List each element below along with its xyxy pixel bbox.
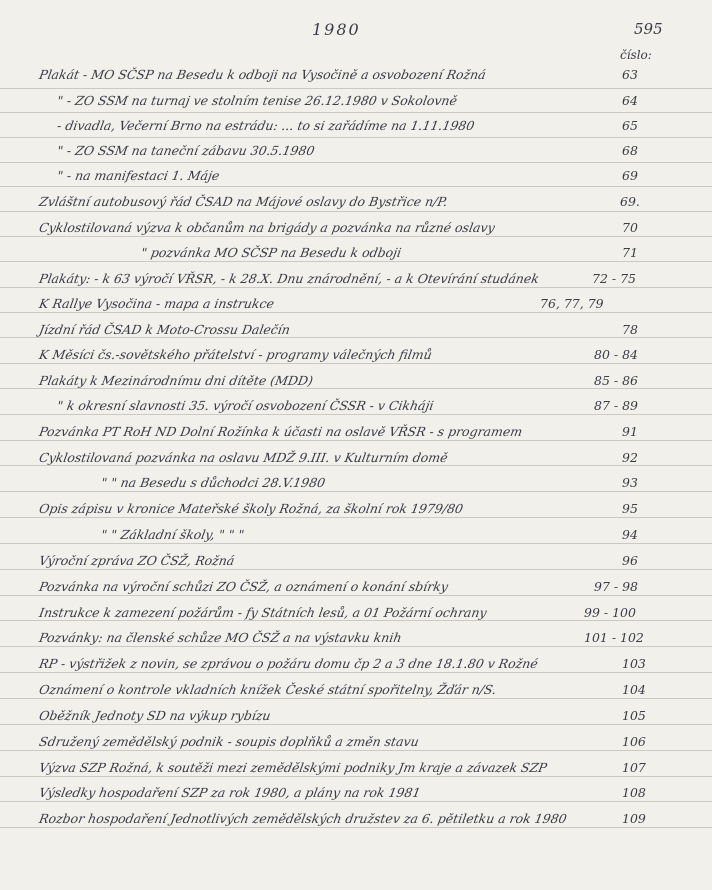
entry-number: 108 bbox=[622, 785, 646, 800]
entry-number: 99 - 100 bbox=[584, 605, 636, 620]
ruled-line bbox=[0, 517, 712, 518]
entry-number: 64 bbox=[622, 93, 638, 108]
entry-number: 106 bbox=[622, 734, 646, 749]
entry-number: 71 bbox=[622, 245, 638, 260]
entry-text: Sdružený zemědělský podnik - soupis doplňků a změn stavu bbox=[38, 734, 421, 749]
entry-text: Cyklostilovaná výzva k občanům na brigády a pozvánka na různé oslavy bbox=[38, 220, 497, 235]
ruled-line bbox=[0, 724, 712, 725]
ruled-line bbox=[0, 646, 712, 647]
entry-number: 95 bbox=[622, 501, 638, 516]
entry-text: Oznámení o kontrole vkladních knížek České státní spořitelny, Žďár n/S. bbox=[38, 682, 498, 697]
ruled-line bbox=[0, 112, 712, 113]
ruled-line bbox=[0, 211, 712, 212]
entry-number: 85 - 86 bbox=[594, 373, 638, 388]
ruled-line bbox=[0, 672, 712, 673]
entry-text: Cyklostilovaná pozvánka na oslavu MDŽ 9.III. v Kulturním domě bbox=[38, 450, 449, 465]
ruled-line bbox=[0, 186, 712, 187]
entry-text: Pozvánka PT RoH ND Dolní Rožínka k účasti na oslavě VŘSR - s programem bbox=[38, 424, 524, 439]
entry-text: Opis zápisu v kronice Mateřské školy Rožná, za školní rok 1979/80 bbox=[38, 501, 465, 516]
ruled-line bbox=[0, 698, 712, 699]
entry-number: 104 bbox=[622, 682, 646, 697]
entry-number: 69. bbox=[620, 194, 640, 209]
entry-number: 72 - 75 bbox=[592, 271, 636, 286]
ruled-line bbox=[0, 465, 712, 466]
entry-text: " pozvánka MO SČSP na Besedu k odboji bbox=[140, 245, 403, 260]
ruled-line bbox=[0, 88, 712, 89]
ruled-line bbox=[0, 261, 712, 262]
ruled-line bbox=[0, 363, 712, 364]
ruled-line bbox=[0, 337, 712, 338]
ruled-line bbox=[0, 827, 712, 828]
entry-number: 103 bbox=[622, 656, 646, 671]
entry-text: Plakáty: - k 63 výročí VŘSR, - k 28.X. Dnu znárodnění, - a k Otevírání studánek bbox=[38, 271, 541, 286]
entry-number: 97 - 98 bbox=[594, 579, 638, 594]
entry-number: 105 bbox=[622, 708, 646, 723]
entry-number: 96 bbox=[622, 553, 638, 568]
ruled-line bbox=[0, 312, 712, 313]
entry-number: 91 bbox=[622, 424, 638, 439]
entry-text: Výroční zpráva ZO ČSŽ, Rožná bbox=[38, 553, 236, 568]
ruled-line bbox=[0, 543, 712, 544]
ruled-line bbox=[0, 750, 712, 751]
column-label-cislo: číslo: bbox=[620, 48, 652, 62]
entry-text: Jízdní řád ČSAD k Moto-Crossu Dalečín bbox=[38, 322, 292, 337]
entry-number: 65 bbox=[622, 118, 638, 133]
entry-text: Výsledky hospodaření SZP za rok 1980, a plány na rok 1981 bbox=[38, 785, 422, 800]
entry-number: 63 bbox=[622, 67, 638, 82]
entry-number: 107 bbox=[622, 760, 646, 775]
ruled-line bbox=[0, 162, 712, 163]
ruled-line bbox=[0, 491, 712, 492]
ruled-line bbox=[0, 801, 712, 802]
entry-number: 109 bbox=[622, 811, 646, 826]
ruled-line bbox=[0, 595, 712, 596]
entry-text: Zvláštní autobusový řád ČSAD na Májové oslavy do Bystřice n/P. bbox=[38, 194, 449, 209]
ruled-line bbox=[0, 287, 712, 288]
entry-text: Pozvánky: na členské schůze MO ČSŽ a na výstavku knih bbox=[38, 630, 403, 645]
entry-text: K Měsíci čs.-sovětského přátelství - programy válečných filmů bbox=[38, 347, 434, 362]
entry-text: " " na Besedu s důchodci 28.V.1980 bbox=[100, 475, 327, 490]
entry-number: 70 bbox=[622, 220, 638, 235]
entry-number: 87 - 89 bbox=[594, 398, 638, 413]
entry-number: 92 bbox=[622, 450, 638, 465]
ruled-line bbox=[0, 388, 712, 389]
entry-number: 78 bbox=[622, 322, 638, 337]
ruled-line bbox=[0, 137, 712, 138]
entry-number: 93 bbox=[622, 475, 638, 490]
entry-text: Pozvánka na výroční schůzi ZO ČSŽ, a oznámení o konání sbírky bbox=[38, 579, 450, 594]
entry-text: " - ZO SSM na taneční zábavu 30.5.1980 bbox=[56, 143, 316, 158]
entry-text: - divadla, Večerní Brno na estrádu: ... to si zařádíme na 1.11.1980 bbox=[56, 118, 476, 133]
entry-text: K Rallye Vysočina - mapa a instrukce bbox=[38, 296, 276, 311]
entry-text: " - ZO SSM na turnaj ve stolním tenise 26.12.1980 v Sokolovně bbox=[56, 93, 459, 108]
entry-text: Rozbor hospodaření Jednotlivých zemědělských družstev za 6. pětiletku a rok 1980 bbox=[38, 811, 568, 826]
entry-number: 76, 77, 79 bbox=[540, 296, 604, 311]
entry-text: RP - výstřižek z novin, se zprávou o požáru domu čp 2 a 3 dne 18.1.80 v Rožné bbox=[38, 656, 540, 671]
entry-number: 94 bbox=[622, 527, 638, 542]
entry-text: " - na manifestaci 1. Máje bbox=[56, 168, 221, 183]
entry-text: Instrukce k zamezení požárům - fy Státních lesů, a 01 Požární ochrany bbox=[38, 605, 489, 620]
entry-text: Výzva SZP Rožná, k soutěži mezi zemědělskými podniky Jm kraje a závazek SZP bbox=[38, 760, 549, 775]
ruled-line bbox=[0, 620, 712, 621]
entry-text: Oběžník Jednoty SD na výkup rybízu bbox=[38, 708, 272, 723]
page-year: 1980 bbox=[312, 20, 361, 39]
ruled-line bbox=[0, 414, 712, 415]
entry-text: " k okresní slavnosti 35. výročí osvobození ČSSR - v Cikháji bbox=[56, 398, 435, 413]
entry-text: " " Základní školy, " " " bbox=[100, 527, 246, 542]
ruled-line bbox=[0, 440, 712, 441]
ruled-line bbox=[0, 569, 712, 570]
entry-number: 101 - 102 bbox=[584, 630, 644, 645]
entry-text: Plakát - MO SČSP na Besedu k odboji na Vysočině a osvobození Rožná bbox=[38, 67, 488, 82]
entry-number: 80 - 84 bbox=[594, 347, 638, 362]
entry-text: Plakáty k Mezinárodnímu dni dítěte (MDD) bbox=[38, 373, 315, 388]
page-number: 595 bbox=[634, 20, 663, 38]
ruled-line bbox=[0, 236, 712, 237]
entry-number: 68 bbox=[622, 143, 638, 158]
ruled-line bbox=[0, 776, 712, 777]
entry-number: 69 bbox=[622, 168, 638, 183]
